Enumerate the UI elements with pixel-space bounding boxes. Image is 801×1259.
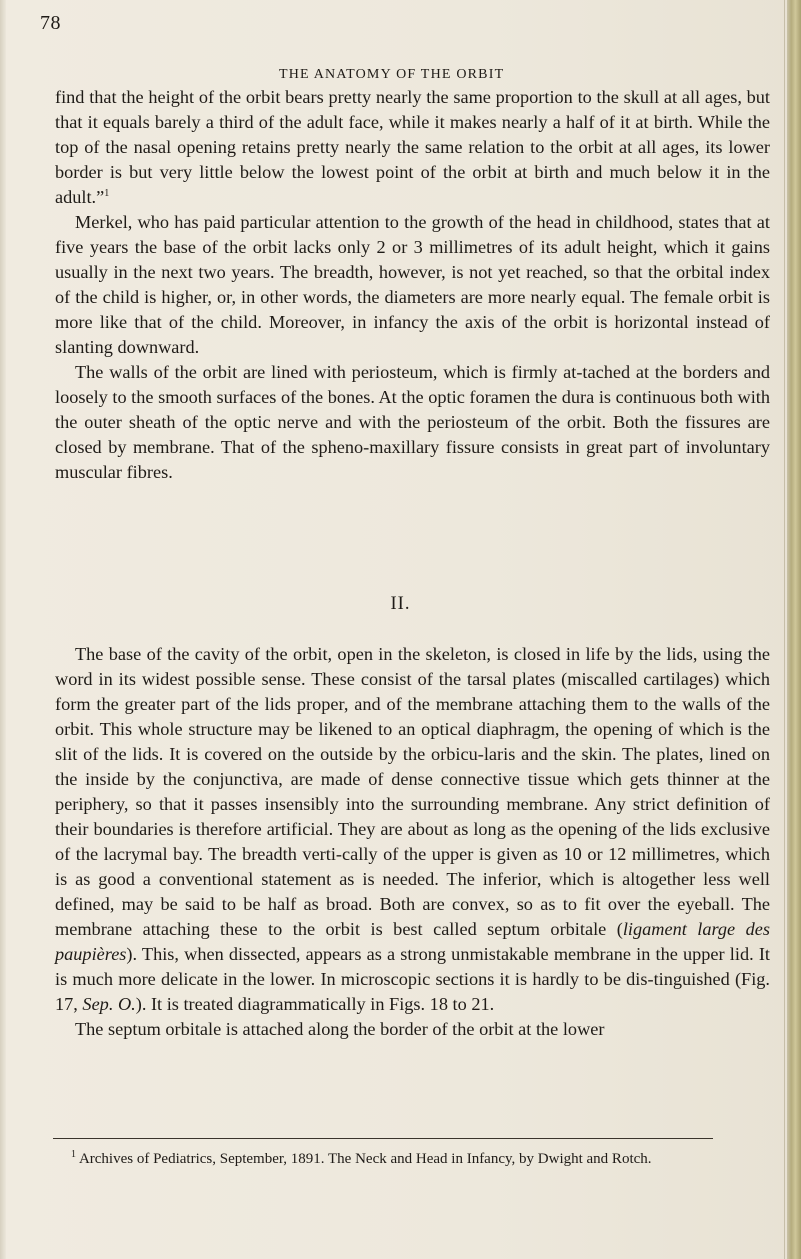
italic-figure-label: Sep. O. — [82, 994, 136, 1014]
paragraph-periosteum: The walls of the orbit are lined with periosteum, which is firmly at-tached at the borders and loosely to the smooth surfaces of the bones. At the optic foramen the dura is continuous both with the outer sheath of the optic nerve and with the periosteum of the orbit. Both the fissures are closed by membrane. That of the spheno-maxillary fissure consists in great part of involuntary muscular fibres. — [55, 362, 770, 482]
page-fore-edge — [787, 0, 801, 1259]
page-gutter-shadow — [0, 0, 6, 1259]
paragraph-merkel: Merkel, who has paid particular attention to the growth of the head in childhood, states that at five years the base of the orbit lacks only 2 or 3 millimetres of its adult height, which it gains usually in the next two years. The breadth, however, is not yet reached, so that the orbital index of the child is higher, or, in other words, the diameters are more nearly equal. The female orbit is more like that of the child. Moreover, in infancy the axis of the orbit is horizontal instead of slanting downward. — [55, 212, 770, 357]
paragraph-text: ). It is treated diagrammatically in Figs. 18 to 21. — [135, 994, 495, 1014]
paragraph-continuation — [55, 85, 770, 210]
footnote — [55, 1149, 770, 1169]
paragraph-septum: The septum orbitale is attached along the border of the orbit at the lower — [75, 1019, 605, 1039]
paragraph-text: The base of the cavity of the orbit, open in the skeleton, is closed in life by the lids, using the word in its widest possible sense. These consist of the tarsal plates (miscalled cartilages) which form the greater part of the lids proper, and of the membrane attaching them to the walls of the orbit. This whole structure may be likened to an optical diaphragm, the opening of which is the slit of the lids. It is covered on the outside by the orbicu-laris and the skin. The plates, lined on the inside by the conjunctiva, are made of dense connective tissue which gets thinner at the periphery, so that it passes insensibly into the surrounding membrane. Any strict definition of their boundaries is therefore artificial. They are about as long as the opening of the lids exclusive of the lacrymal bay. The breadth verti-cally of the upper is given as 10 or 12 millimetres, which is as good a conventional statement as is needed. The inferior, which is altogether less well defined, may be said to be half as broad. Both are convex, so as to fit over the eyeball. The membrane attaching these to the orbit is best called septum orbitale ( — [55, 644, 770, 939]
paragraph-text: ). This, when dissected, appears as a strong unmistakable membrane in the upper lid. It is much more delicate in the lower. In microscopic sections it is hardly to be dis-tinguished (Fig. 17, — [55, 944, 770, 1014]
footnote-reference: 1 — [104, 187, 110, 199]
page-edge-line — [784, 0, 785, 1259]
paragraph-text: find that the height of the orbit bears pretty nearly the same proportion to the skull at all ages, but that it equals barely a third of the adult face, while it makes nearly a half of it at birth. While the top of the nasal opening retains pretty nearly the same relation to the orbit at all ages, its lower border is but very little below the lowest point of the orbit at birth and much below it in the adult.” — [55, 87, 770, 207]
paragraph-lids — [55, 642, 770, 1017]
footnote-divider — [53, 1138, 713, 1139]
italic-term: ligament large des paupières — [55, 919, 770, 964]
text-block-lower — [55, 642, 770, 1042]
page-number: 78 — [40, 12, 61, 34]
footnote-marker: 1 — [71, 1149, 76, 1160]
footnote-body: Archives of Pediatrics, September, 1891. The Neck and Head in Infancy, by Dwight and Rotch. — [78, 1151, 652, 1167]
section-numeral: II. — [390, 594, 411, 614]
footnote-text — [55, 1149, 770, 1169]
text-block-upper — [55, 85, 770, 485]
running-head: THE ANATOMY OF THE ORBIT — [279, 67, 505, 82]
